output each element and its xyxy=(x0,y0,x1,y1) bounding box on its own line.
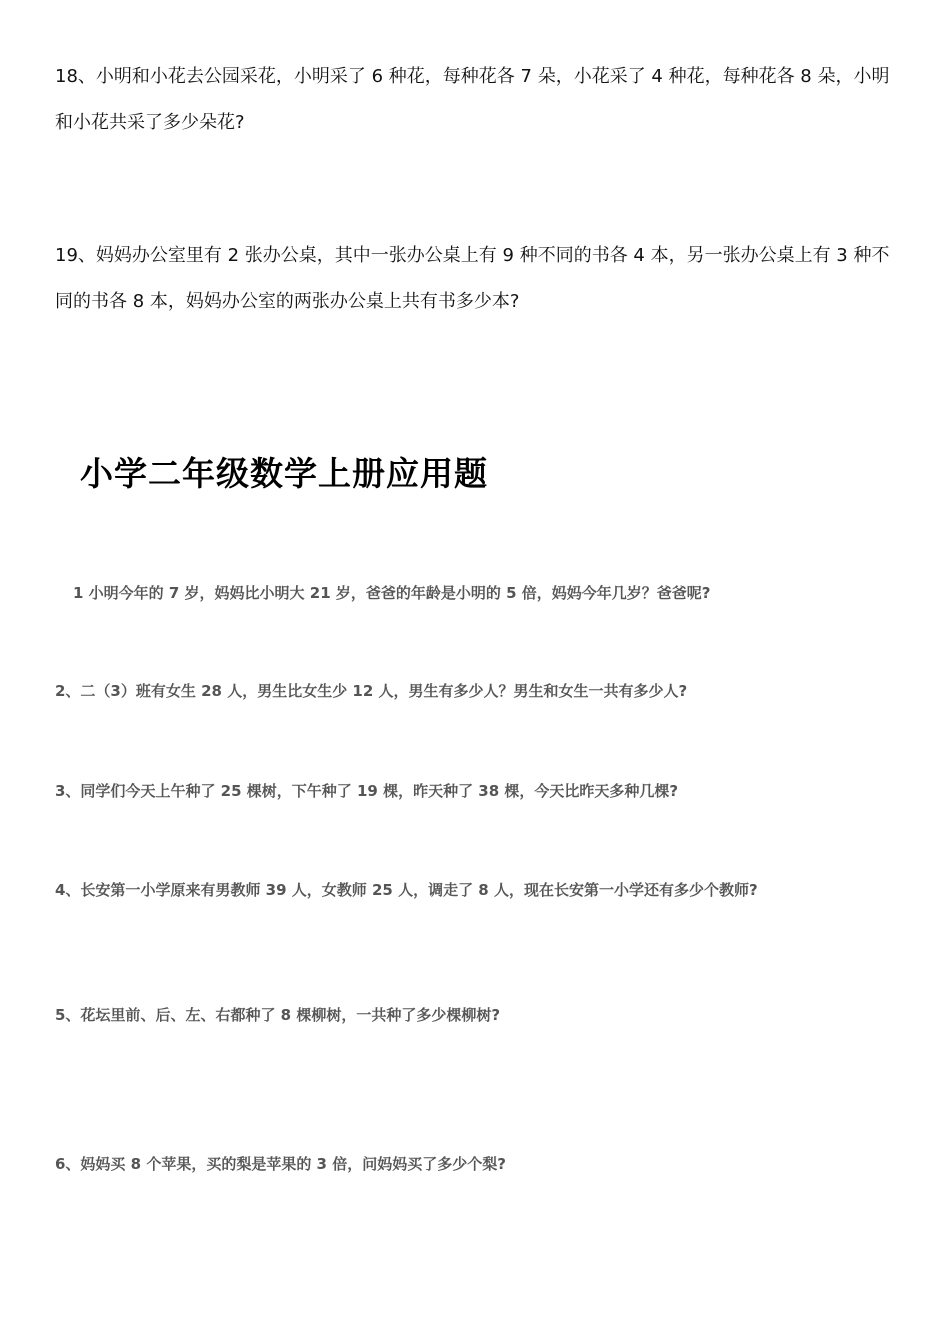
problem-18: 18、小明和小花去公园采花，小明采了 6 种花，每种花各 7 朵，小花采了 4 种花，每种花各 8 朵，小明和小花共采了多少朵花? xyxy=(55,66,890,133)
problem-3: 3、同学们今天上午种了 25 棵树，下午种了 19 棵，昨天种了 38 棵，今天比昨天多种几棵? xyxy=(55,782,679,800)
problem-6: 6、妈妈买 8 个苹果，买的梨是苹果的 3 倍，问妈妈买了多少个梨? xyxy=(55,1155,506,1173)
section-title: 小学二年级数学上册应用题 xyxy=(80,454,488,493)
problem-19: 19、妈妈办公室里有 2 张办公桌，其中一张办公桌上有 9 种不同的书各 4 本，另一张办公桌上有 3 种不同的书各 8 本，妈妈办公室的两张办公桌上共有书多少本? xyxy=(55,245,890,312)
problem-4: 4、长安第一小学原来有男教师 39 人，女教师 25 人，调走了 8 人，现在长安第一小学还有多少个教师? xyxy=(55,881,758,899)
problem-1: 1 小明今年的 7 岁，妈妈比小明大 21 岁，爸爸的年龄是小明的 5 倍，妈妈今年几岁？爸爸呢? xyxy=(73,584,711,602)
problem-2: 2、二（3）班有女生 28 人，男生比女生少 12 人，男生有多少人？男生和女生一共有多少人? xyxy=(55,682,688,700)
problem-5: 5、花坛里前、后、左、右都种了 8 棵柳树，一共种了多少棵柳树? xyxy=(55,1006,501,1024)
